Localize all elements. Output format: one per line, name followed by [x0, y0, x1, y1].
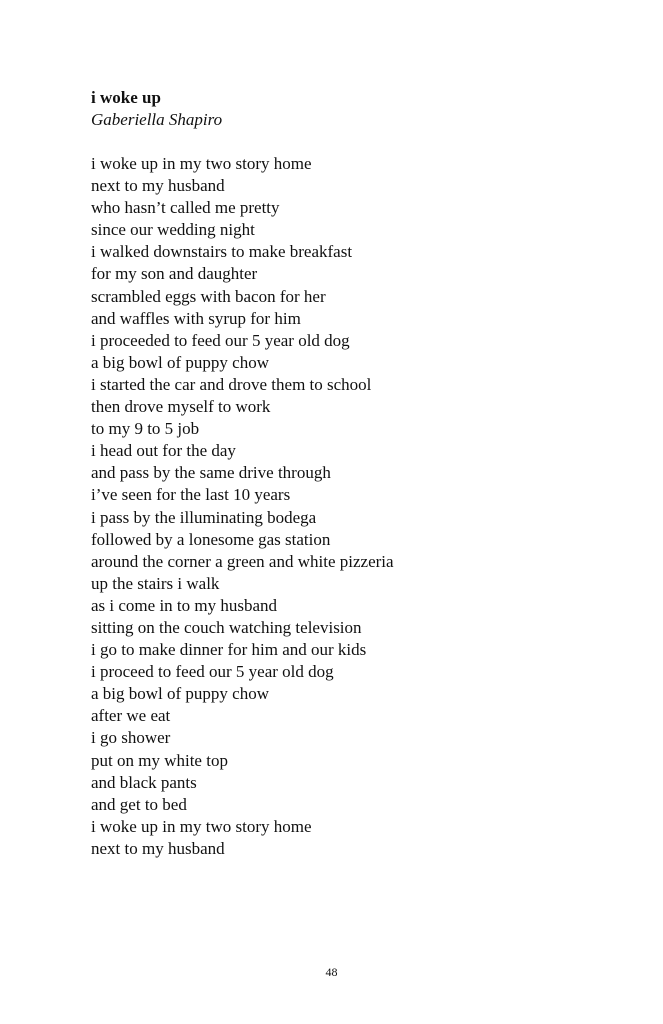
poem-author: Gaberiella Shapiro [91, 110, 223, 129]
poem-line: for my son and daughter [91, 264, 258, 284]
poem-line: who hasn’t called me pretty [91, 198, 280, 218]
poem-line: i’ve seen for the last 10 years [91, 485, 291, 505]
poem-line: after we eat [91, 706, 171, 726]
poem-line: then drove myself to work [91, 397, 271, 417]
poem-line: put on my white top [91, 750, 228, 770]
poem-line: next to my husband [91, 838, 225, 858]
poem-line: i pass by the illuminating bodega [91, 507, 317, 527]
poem-line: a big bowl of puppy chow [91, 684, 270, 704]
poem-line: up the stairs i walk [91, 573, 220, 593]
page-number: 48 [325, 965, 338, 979]
poem-line: scrambled eggs with bacon for her [91, 286, 326, 306]
poem-line: and get to bed [91, 794, 187, 814]
poem-line: and black pants [91, 772, 197, 792]
poem-line: and waffles with syrup for him [91, 308, 301, 328]
poem-line: i woke up in my two story home [91, 816, 312, 836]
poem-line: since our wedding night [91, 220, 255, 240]
poem-line: i go shower [91, 728, 171, 748]
poem-line: i head out for the day [91, 441, 236, 461]
poem-body [91, 153, 611, 860]
poem-line: i woke up in my two story home [91, 154, 312, 173]
poem-line: i started the car and drove them to school [91, 374, 372, 394]
poem-line: sitting on the couch watching television [91, 617, 362, 637]
poem-line: followed by a lonesome gas station [91, 529, 331, 549]
poem-line: a big bowl of puppy chow [91, 352, 270, 372]
poem-line: to my 9 to 5 job [91, 419, 200, 439]
poem-line: i go to make dinner for him and our kids [91, 640, 367, 660]
poem-line: and pass by the same drive through [91, 463, 331, 483]
poem-line: around the corner a green and white pizzeria [91, 551, 394, 571]
poem-title: i woke up [91, 88, 161, 107]
poem-line: i proceed to feed our 5 year old dog [91, 662, 334, 682]
poem-line: next to my husband [91, 176, 225, 196]
poem-line: i proceeded to feed our 5 year old dog [91, 330, 350, 350]
poem-container [91, 87, 611, 860]
poem-line: as i come in to my husband [91, 595, 278, 615]
poem-line: i walked downstairs to make breakfast [91, 242, 353, 262]
